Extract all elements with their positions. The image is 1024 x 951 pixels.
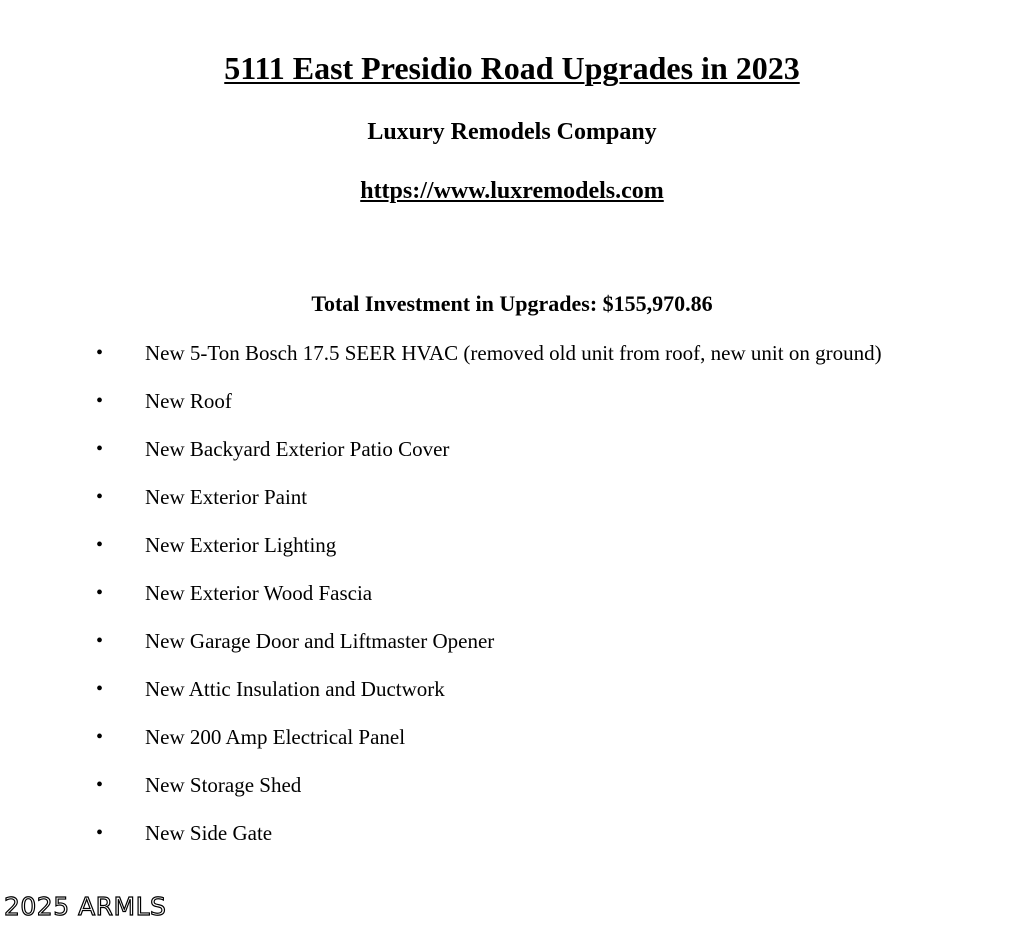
list-item xyxy=(0,338,1024,386)
bullet-icon: • xyxy=(96,774,104,796)
list-item-text: New Roof xyxy=(145,389,232,413)
list-item xyxy=(0,674,1024,722)
bullet-icon: • xyxy=(96,438,104,460)
list-item-text: New 200 Amp Electrical Panel xyxy=(145,725,406,749)
total-investment: Total Investment in Upgrades: $155,970.86 xyxy=(311,291,713,316)
bullet-icon: • xyxy=(96,726,104,748)
list-item-text: New Exterior Lighting xyxy=(145,533,337,557)
list-item-text: New Exterior Paint xyxy=(145,485,308,509)
list-item xyxy=(0,770,1024,818)
company-website-link[interactable]: https://www.luxremodels.com xyxy=(360,178,664,204)
list-item xyxy=(0,386,1024,434)
document-title: 5111 East Presidio Road Upgrades in 2023 xyxy=(224,50,800,86)
list-item xyxy=(0,434,1024,482)
list-item xyxy=(0,530,1024,578)
list-item xyxy=(0,626,1024,674)
list-item xyxy=(0,482,1024,530)
list-item-text: New Side Gate xyxy=(145,821,273,845)
upgrade-list xyxy=(0,338,1024,866)
bullet-icon: • xyxy=(96,390,104,412)
list-item xyxy=(0,578,1024,626)
list-item xyxy=(0,722,1024,770)
list-item-text: New 5-Ton Bosch 17.5 SEER HVAC (removed old unit from roof, new unit on ground) xyxy=(145,341,882,365)
list-item-text: New Exterior Wood Fascia xyxy=(145,581,373,605)
bullet-icon: • xyxy=(96,582,104,604)
list-item-text: New Backyard Exterior Patio Cover xyxy=(145,437,450,461)
list-item-text: New Storage Shed xyxy=(145,773,302,797)
bullet-icon: • xyxy=(96,534,104,556)
bullet-icon: • xyxy=(96,630,104,652)
bullet-icon: • xyxy=(96,342,104,364)
watermark: 2025 ARMLS xyxy=(4,892,167,921)
list-item-text: New Attic Insulation and Ductwork xyxy=(145,677,445,701)
bullet-icon: • xyxy=(96,678,104,700)
bullet-icon: • xyxy=(96,822,104,844)
list-item-text: New Garage Door and Liftmaster Opener xyxy=(145,629,495,653)
list-item xyxy=(0,818,1024,866)
company-name: Luxury Remodels Company xyxy=(367,119,657,145)
bullet-icon: • xyxy=(96,486,104,508)
